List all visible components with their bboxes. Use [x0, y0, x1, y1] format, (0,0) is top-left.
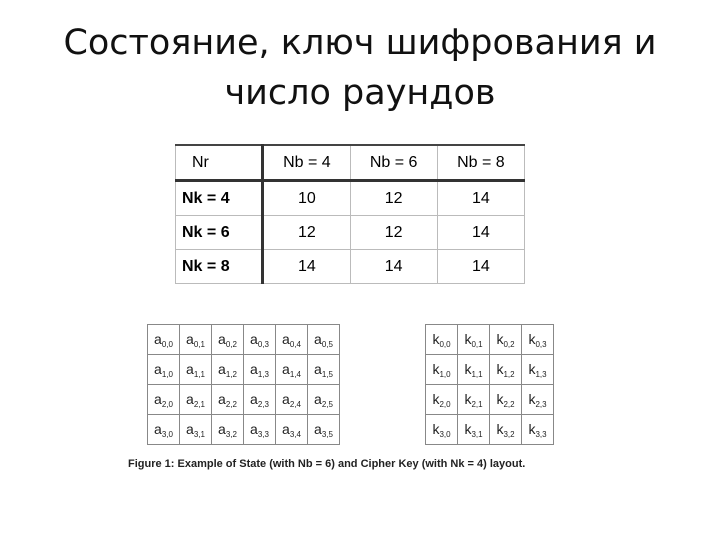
- figure-caption: Figure 1: Example of State (with Nb = 6) and Cipher Key (with Nk = 4) layout.: [128, 458, 526, 470]
- matrix-cell-symbol: a: [282, 330, 290, 347]
- matrix-cell-symbol: a: [250, 360, 258, 377]
- matrix-cell-index: 2,0: [161, 399, 173, 409]
- key-cell: [458, 325, 490, 355]
- matrix-cell-symbol: a: [314, 330, 322, 347]
- matrix-cell-symbol: a: [154, 330, 162, 347]
- rounds-table-row: [176, 250, 525, 284]
- state-cell: [308, 355, 340, 385]
- matrix-cell-symbol: a: [314, 360, 322, 377]
- state-cell: [276, 385, 308, 415]
- state-cell: [212, 355, 244, 385]
- matrix-cell-symbol: a: [314, 420, 322, 437]
- key-cell: [522, 415, 554, 445]
- matrix-cell-symbol: a: [218, 390, 226, 407]
- matrix-cell-symbol: a: [282, 390, 290, 407]
- matrix-cell-index: 3,1: [193, 429, 205, 439]
- matrix-cell-symbol: k: [464, 330, 472, 347]
- state-cell: [308, 385, 340, 415]
- matrix-cell-index: 2,2: [503, 399, 515, 409]
- state-cell: [180, 385, 212, 415]
- matrix-cell-index: 3,0: [439, 429, 451, 439]
- matrix-cell-symbol: k: [496, 360, 504, 377]
- matrix-cell-symbol: k: [464, 390, 472, 407]
- matrix-cell-symbol: a: [314, 390, 322, 407]
- matrix-cell-index: 0,3: [257, 339, 269, 349]
- matrix-cell-index: 1,0: [161, 369, 173, 379]
- matrix-cell-symbol: k: [528, 360, 536, 377]
- key-cell: [522, 385, 554, 415]
- state-cell: [244, 325, 276, 355]
- key-cell: [458, 415, 490, 445]
- matrix-cell-index: 2,3: [535, 399, 547, 409]
- rounds-table-cell: 12: [263, 216, 350, 250]
- state-cell: [148, 415, 180, 445]
- matrix-cell-index: 2,2: [225, 399, 237, 409]
- rounds-table-col-header: Nb = 8: [437, 145, 524, 181]
- matrix-cell-symbol: k: [496, 390, 504, 407]
- state-cell: [212, 385, 244, 415]
- key-cell: [426, 325, 458, 355]
- state-cell: [180, 355, 212, 385]
- state-matrix: [147, 324, 340, 445]
- matrix-row: [148, 385, 340, 415]
- key-cell: [426, 415, 458, 445]
- rounds-table-cell: 14: [437, 250, 524, 284]
- state-cell: [180, 415, 212, 445]
- state-cell: [276, 355, 308, 385]
- matrix-row: [426, 415, 554, 445]
- matrix-cell-index: 2,0: [439, 399, 451, 409]
- rounds-table-corner: Nr: [176, 145, 263, 181]
- matrix-cell-symbol: a: [186, 420, 194, 437]
- matrix-cell-index: 0,1: [193, 339, 205, 349]
- matrix-cell-index: 3,0: [161, 429, 173, 439]
- matrix-cell-symbol: a: [154, 360, 162, 377]
- rounds-table-row: [176, 181, 525, 216]
- matrix-cell-symbol: k: [432, 330, 440, 347]
- state-cell: [148, 385, 180, 415]
- matrix-cell-index: 2,1: [471, 399, 483, 409]
- key-cell: [522, 355, 554, 385]
- rounds-table-row-label: Nk = 6: [176, 216, 263, 250]
- matrix-cell-symbol: a: [186, 360, 194, 377]
- matrix-cell-index: 3,1: [471, 429, 483, 439]
- matrix-row: [148, 355, 340, 385]
- matrix-cell-symbol: k: [528, 390, 536, 407]
- matrix-cell-symbol: a: [218, 420, 226, 437]
- key-cell: [458, 355, 490, 385]
- key-cell: [522, 325, 554, 355]
- matrix-cell-index: 1,3: [535, 369, 547, 379]
- matrix-cell-symbol: a: [154, 420, 162, 437]
- rounds-table-row: [176, 216, 525, 250]
- matrix-cell-index: 2,4: [289, 399, 301, 409]
- matrix-cell-index: 0,0: [161, 339, 173, 349]
- matrix-cell-symbol: k: [432, 420, 440, 437]
- matrix-cell-symbol: a: [250, 330, 258, 347]
- matrix-cell-symbol: k: [464, 360, 472, 377]
- matrix-cell-index: 2,3: [257, 399, 269, 409]
- slide-title: [40, 18, 680, 118]
- matrix-cell-index: 3,5: [321, 429, 333, 439]
- matrix-cell-index: 0,3: [535, 339, 547, 349]
- matrix-row: [426, 325, 554, 355]
- matrix-cell-index: 1,2: [225, 369, 237, 379]
- key-cell: [490, 415, 522, 445]
- matrix-cell-index: 2,1: [193, 399, 205, 409]
- matrix-row: [148, 325, 340, 355]
- matrix-cell-index: 1,2: [503, 369, 515, 379]
- matrix-cell-symbol: a: [282, 360, 290, 377]
- rounds-table-cell: 14: [263, 250, 350, 284]
- state-cell: [308, 325, 340, 355]
- rounds-table-cell: 10: [263, 181, 350, 216]
- matrix-cell-index: 1,1: [193, 369, 205, 379]
- matrix-cell-symbol: a: [250, 420, 258, 437]
- matrix-cell-index: 2,5: [321, 399, 333, 409]
- matrix-cell-index: 1,3: [257, 369, 269, 379]
- rounds-table-cell: 12: [350, 216, 437, 250]
- matrix-cell-index: 3,3: [257, 429, 269, 439]
- state-cell: [276, 325, 308, 355]
- matrix-cell-index: 3,2: [225, 429, 237, 439]
- key-cell: [490, 325, 522, 355]
- slide-title-line-1: Состояние, ключ шифрования и: [63, 23, 657, 63]
- state-cell: [148, 355, 180, 385]
- rounds-table-col-header: Nb = 4: [263, 145, 350, 181]
- matrix-cell-symbol: a: [218, 330, 226, 347]
- matrix-cell-symbol: a: [218, 360, 226, 377]
- matrix-cell-index: 0,2: [225, 339, 237, 349]
- state-cell: [276, 415, 308, 445]
- matrix-cell-symbol: a: [250, 390, 258, 407]
- matrix-cell-index: 3,2: [503, 429, 515, 439]
- state-cell: [212, 415, 244, 445]
- matrix-cell-index: 1,1: [471, 369, 483, 379]
- matrix-cell-symbol: k: [528, 420, 536, 437]
- matrix-cell-symbol: k: [432, 390, 440, 407]
- matrix-cell-symbol: k: [496, 420, 504, 437]
- key-cell: [426, 385, 458, 415]
- key-cell: [426, 355, 458, 385]
- rounds-table-row-label: Nk = 4: [176, 181, 263, 216]
- state-cell: [180, 325, 212, 355]
- matrix-row: [426, 355, 554, 385]
- rounds-table-cell: 14: [437, 216, 524, 250]
- key-cell: [490, 355, 522, 385]
- key-cell: [458, 385, 490, 415]
- matrix-cell-symbol: k: [432, 360, 440, 377]
- rounds-table-header-row: [176, 145, 525, 181]
- rounds-table-col-header: Nb = 6: [350, 145, 437, 181]
- matrix-cell-index: 1,0: [439, 369, 451, 379]
- state-cell: [244, 355, 276, 385]
- matrix-cell-symbol: a: [186, 390, 194, 407]
- matrix-row: [426, 385, 554, 415]
- matrix-cell-index: 3,3: [535, 429, 547, 439]
- matrix-cell-index: 3,4: [289, 429, 301, 439]
- rounds-table-cell: 14: [437, 181, 524, 216]
- rounds-table-cell: 12: [350, 181, 437, 216]
- matrix-cell-index: 0,1: [471, 339, 483, 349]
- matrix-row: [148, 415, 340, 445]
- rounds-table-row-label: Nk = 8: [176, 250, 263, 284]
- matrix-cell-symbol: a: [186, 330, 194, 347]
- matrix-cell-index: 0,0: [439, 339, 451, 349]
- matrix-cell-index: 0,4: [289, 339, 301, 349]
- matrix-cell-symbol: k: [496, 330, 504, 347]
- matrix-cell-symbol: k: [528, 330, 536, 347]
- state-cell: [148, 325, 180, 355]
- matrix-cell-index: 1,5: [321, 369, 333, 379]
- matrix-cell-symbol: a: [154, 390, 162, 407]
- rounds-table: [175, 144, 525, 284]
- state-cell: [308, 415, 340, 445]
- matrix-cell-index: 1,4: [289, 369, 301, 379]
- state-cell: [244, 385, 276, 415]
- cipher-key-matrix: [425, 324, 554, 445]
- key-cell: [490, 385, 522, 415]
- rounds-table-cell: 14: [350, 250, 437, 284]
- state-cell: [244, 415, 276, 445]
- slide-title-line-2: число раундов: [224, 73, 496, 113]
- matrix-cell-index: 0,2: [503, 339, 515, 349]
- matrix-cell-symbol: k: [464, 420, 472, 437]
- matrix-cell-symbol: a: [282, 420, 290, 437]
- state-cell: [212, 325, 244, 355]
- matrix-cell-index: 0,5: [321, 339, 333, 349]
